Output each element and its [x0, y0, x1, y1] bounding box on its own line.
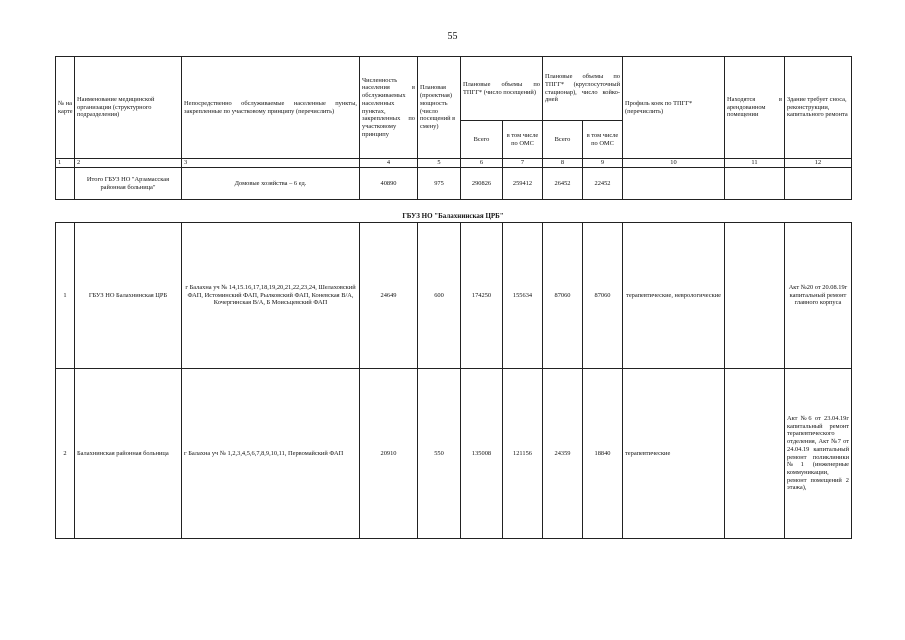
col-number: 7 [503, 159, 543, 168]
table-row [56, 223, 852, 369]
row-org: ГБУЗ НО Балахнинская ЦРБ [75, 223, 182, 369]
col-number: 8 [543, 159, 583, 168]
section-title: ГБУЗ НО "Балахнинская ЦРБ" [402, 212, 504, 220]
summary-population: 40890 [360, 168, 418, 200]
col-number: 10 [623, 159, 725, 168]
row-capacity: 550 [418, 369, 461, 539]
row-num: 2 [56, 369, 75, 539]
summary-row [56, 168, 852, 200]
row-served: г Балахна уч № 1,2,3,4,5,6,7,8,9,10,11, Первомайский ФАП [182, 369, 360, 539]
page-number: 55 [447, 31, 458, 42]
row-beds-oms: 87060 [583, 223, 623, 369]
summary-repair [785, 168, 852, 200]
header-population: Численность населения в обслуживаемых населенных пунктах, закрепленных по участковому принципу [360, 57, 418, 159]
header-bed-days: Плановые объемы по ТПГГ* (круглосуточный стационар), число койко-дней [543, 57, 623, 121]
header-org: Наименование медицинской организации (структурного подразделения) [75, 57, 182, 159]
row-org: Балахнинская районная больница [75, 369, 182, 539]
col-number: 2 [75, 159, 182, 168]
row-beds-total: 87060 [543, 223, 583, 369]
row-profile: терапевтические, неврологические [623, 223, 725, 369]
table-row [56, 369, 852, 539]
summary-beds-oms: 22452 [583, 168, 623, 200]
col-number: 1 [56, 159, 75, 168]
col-number: 6 [461, 159, 503, 168]
row-beds-total: 24359 [543, 369, 583, 539]
header-visits: Плановые объемы по ТПГГ* (число посещений) [461, 57, 543, 121]
row-beds-oms: 18840 [583, 369, 623, 539]
header-profile: Профиль коек по ТПГГ* (перечислить) [623, 57, 725, 159]
summary-beds-total: 26452 [543, 168, 583, 200]
summary-visits-oms: 259412 [503, 168, 543, 200]
row-num: 1 [56, 223, 75, 369]
summary-num [56, 168, 75, 200]
row-repair: Акт №20 от 20.08.19г капитальный ремонт главного корпуса [785, 223, 852, 369]
col-number: 3 [182, 159, 360, 168]
row-rented [725, 369, 785, 539]
row-capacity: 600 [418, 223, 461, 369]
header-repair: Здание требует сноса, реконструкции, капитального ремонта [785, 57, 852, 159]
column-numbers-row [56, 159, 852, 168]
row-profile: терапевтические [623, 369, 725, 539]
col-number: 9 [583, 159, 623, 168]
col-number: 4 [360, 159, 418, 168]
header-visits-oms: в том числе по ОМС [503, 121, 543, 159]
summary-profile [623, 168, 725, 200]
row-visits-total: 174250 [461, 223, 503, 369]
row-repair: Акт №6 от 23.04.19г капитальный ремонт терапевтического отделения, Акт №7 от 24.04.19 капитальный ремонт поликлиники №1 (инженерные коммуникации, ремонт помещений 2 этажа), [785, 369, 852, 539]
row-visits-oms: 121156 [503, 369, 543, 539]
header-beds-oms: в том числе по ОМС [583, 121, 623, 159]
summary-rented [725, 168, 785, 200]
header-beds-total: Всего [543, 121, 583, 159]
row-population: 24649 [360, 223, 418, 369]
row-population: 20910 [360, 369, 418, 539]
header-visits-total: Всего [461, 121, 503, 159]
header-table [55, 56, 852, 200]
row-visits-oms: 155634 [503, 223, 543, 369]
summary-served: Домовые хозяйства – 6 ед. [182, 168, 360, 200]
summary-visits-total: 290826 [461, 168, 503, 200]
col-number: 11 [725, 159, 785, 168]
summary-org: Итого ГБУЗ НО "Арзамасская районная больница" [75, 168, 182, 200]
row-served: г Балахна уч № 14,15.16,17,18,19,20,21,22,23,24, Шелаховский ФАП, Истоминский ФАП, Рылковский ФАП, Коневская В/А, Кочергинская В/А, Б Моисьцевский ФАП [182, 223, 360, 369]
header-row [56, 57, 852, 121]
header-capacity: Плановая (проектная) мощность (число посещений в смену) [418, 57, 461, 159]
data-table [55, 222, 852, 539]
header-served: Непосредственно обслуживаемые населенные пункты, закрепленные по участковому принципу (перечислить) [182, 57, 360, 159]
header-rented: Находятся в арендованном помещении [725, 57, 785, 159]
col-number: 12 [785, 159, 852, 168]
col-number: 5 [418, 159, 461, 168]
header-num: № на карте [56, 57, 75, 159]
row-visits-total: 135008 [461, 369, 503, 539]
row-rented [725, 223, 785, 369]
summary-capacity: 975 [418, 168, 461, 200]
